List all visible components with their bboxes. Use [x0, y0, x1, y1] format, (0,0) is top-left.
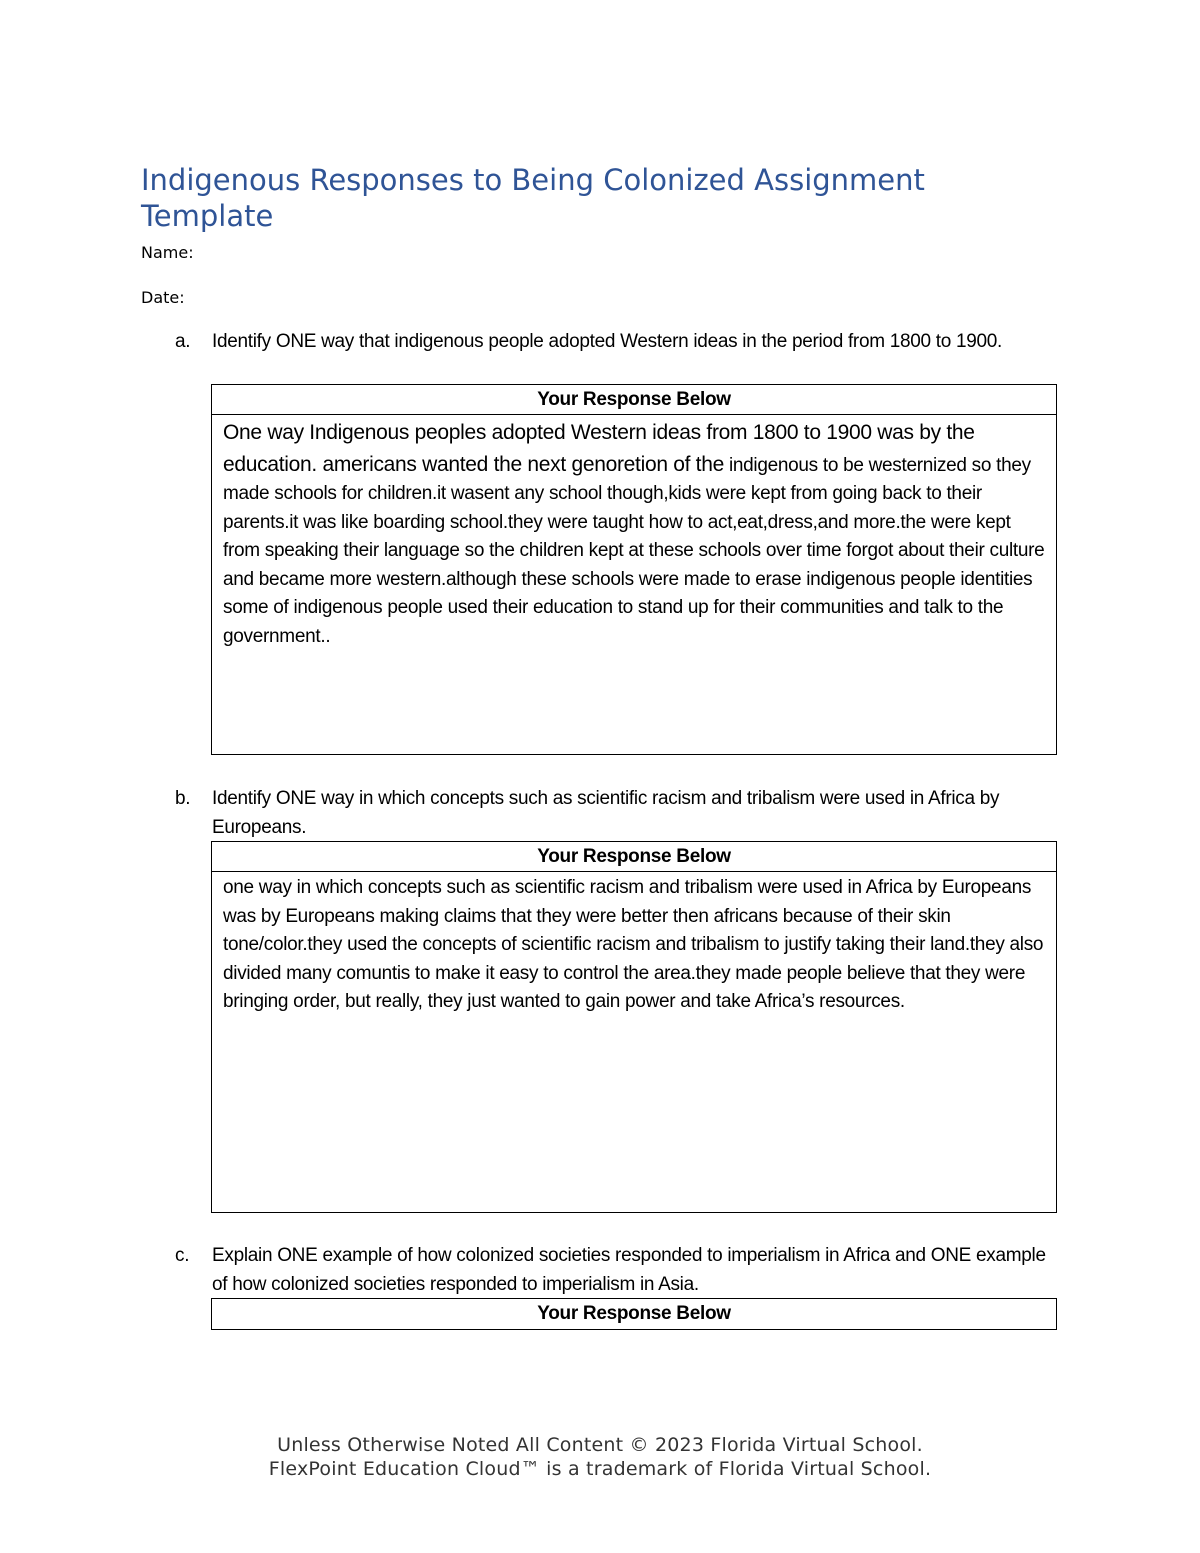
response-c-header: Your Response Below: [537, 1303, 731, 1324]
name-label: Name:: [141, 243, 194, 262]
question-b-marker: b.: [175, 788, 191, 809]
response-a-header: Your Response Below: [212, 385, 1056, 415]
question-c-text: Explain ONE example of how colonized societies responded to imperialism in Africa and ONE example of how colonized societies responded to imperialism in Asia.: [212, 1245, 1046, 1295]
footer-trademark: FlexPoint Education Cloud™ is a trademark of Florida Virtual School.: [268, 1458, 932, 1480]
question-b-text: Identify ONE way in which concepts such as scientific racism and tribalism were used in Africa by Europeans.: [212, 788, 1000, 838]
response-b-text[interactable]: one way in which concepts such as scientific racism and tribalism were used in Africa by Europeans was by Europeans making claims that they were better then africans because of their skin tone/color.they used the concepts of scientific racism and tribalism to justify taking their land.they also divided many comuntis to make it easy to control the area.they made people believe that they were bringing order, but really, they just wanted to gain power and take Africa’s resources.: [223, 877, 1044, 1012]
question-a-text: Identify ONE way that indigenous people adopted Western ideas in the period from 1800 to 1900.: [212, 331, 1003, 352]
date-label: Date:: [141, 288, 185, 307]
footer-copyright: Unless Otherwise Noted All Content © 2023 Florida Virtual School.: [277, 1434, 923, 1456]
response-a-lead: One way Indigenous peoples adopted Western ideas from 1800 to 1900 was by the education. americans wanted the next genoretion of the: [223, 421, 975, 476]
response-box-b: [211, 841, 1057, 1213]
question-c-marker: c.: [175, 1245, 190, 1266]
document-title: Indigenous Responses to Being Colonized Assignment Template: [141, 163, 925, 233]
question-a-marker: a.: [175, 331, 191, 352]
question-b: [141, 784, 1061, 842]
page-footer: [0, 1433, 1200, 1481]
question-c: [141, 1241, 1061, 1299]
response-a-body: indigenous to be westernized so they made schools for children.it wasent any school though,kids were kept from going back to their parents.it was like boarding school.they were taught how to act,eat,dress,and more.the were kept from speaking their language so the children kept at these schools over time forgot about their culture and became more western.although these schools were made to erase indigenous people identities some of indigenous people used their education to stand up for their communities and talk to the government..: [223, 454, 1045, 647]
response-box-c: [211, 1298, 1057, 1330]
question-a: [141, 327, 1061, 356]
response-a-text[interactable]: [212, 415, 1056, 651]
response-box-a: [211, 384, 1057, 755]
response-b-header: Your Response Below: [212, 842, 1056, 872]
